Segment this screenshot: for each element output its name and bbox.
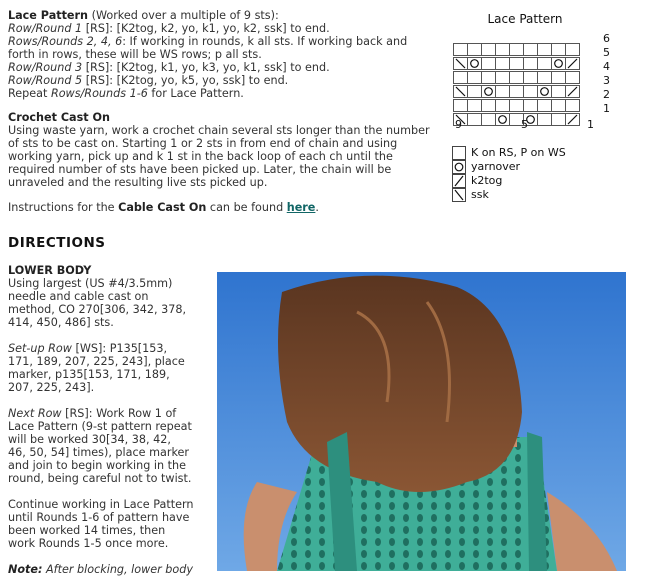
legend-label: yarnover [471,160,521,173]
crochet-line: working yarn, pick up and k 1 st in the back loop of each ch until the [8,150,393,163]
chart-cell-k [537,71,552,84]
repeat-b: for Lace Pattern. [147,87,244,100]
cable-cast-on-label: Cable Cast On [118,201,207,214]
chart-cell-k [537,43,552,56]
row5-text: [RS]: [K2tog, yo, k5, yo, ssk] to end. [85,74,289,87]
chart-cell-k [551,71,566,84]
row-number: 4 [603,60,610,73]
chart-cell-k [523,71,538,84]
chart-cell-yo [537,85,552,98]
chart-cell-k [467,99,482,112]
chart-cell-k [565,99,580,112]
chart-cell-k [523,99,538,112]
chart-cell-k [537,99,552,112]
k2tog-symbol-icon [452,174,466,188]
setup-line: [WS]: P135[153, [71,342,168,355]
chart-cell-k [481,99,496,112]
p1-line: 414, 450, 486] sts. [8,316,114,329]
lace-pattern-text [8,9,407,100]
chart-cell-yo [467,57,482,70]
chart-cell-k [495,57,510,70]
p1-line: method, CO 270[306, 342, 378, [8,303,187,316]
chart-cell-k [509,57,524,70]
chart-cell-k [453,71,468,84]
legend-label: K on RS, P on WS [471,146,566,159]
setup-line: marker, p135[153, 171, 189, [8,368,170,381]
setup-line: 171, 189, 207, 225, 243], place [8,355,185,368]
next-line: round, being careful not to twist. [8,472,192,485]
chart-cell-k [509,99,524,112]
crochet-line: of sts to be cast on. Starting 1 or 2 sts in from end of chain and using [8,137,398,150]
row2-label: Rows/Rounds 2, 4, 6 [8,35,123,48]
repeat-a: Repeat [8,87,51,100]
chart-cell-k [467,43,482,56]
row2-text-a: : If working in rounds, k all sts. If working back and [122,35,408,48]
repeat-em: Rows/Rounds 1-6 [50,87,148,100]
row5-label: Row/Round 5 [8,74,83,87]
chart-cell-ssk [453,57,468,70]
chart-cell-k [467,85,482,98]
chart-cell-k [481,43,496,56]
row-number: 2 [603,88,610,101]
lace-pattern-title: Lace Pattern [8,9,89,22]
row-number: 1 [603,102,610,115]
chart-cell-k2tog [565,113,580,126]
chart-cell-k2tog [565,85,580,98]
chart-cell-k [467,113,482,126]
next-line: will be worked 30[34, 38, 42, [8,433,171,446]
chart-cell-k [537,57,552,70]
chart-cell-yo [551,57,566,70]
cable-cast-on-instructions [8,201,319,214]
chart-cell-k [481,113,496,126]
chart-cell-k [495,99,510,112]
col-number: 9 [455,118,462,131]
instr-c: can be found [206,201,287,214]
knit-symbol-icon [452,146,466,160]
col-number: 5 [521,118,528,131]
chart-cell-k [523,85,538,98]
chart-cell-k [481,71,496,84]
row2-text-b: forth in rows, these will be WS rows; p all sts. [8,48,262,61]
chart-cell-yo [495,113,510,126]
note-label: Note: [8,563,43,576]
chart-title: Lace Pattern [487,12,563,26]
ssk-symbol-icon [452,188,466,202]
note-text: After blocking, lower body [42,563,193,576]
chart-cell-k [495,71,510,84]
chart-cell-k [509,71,524,84]
chart-cell-k [467,71,482,84]
legend-label: k2tog [471,174,503,187]
here-link[interactable]: here [286,201,316,214]
continue-line: Continue working in Lace Pattern [8,498,194,511]
chart-cell-k [537,113,552,126]
chart-cell-k [481,57,496,70]
continue-line: work Rounds 1-5 once more. [8,537,169,550]
chart-cell-k [509,85,524,98]
model-photo-illustration [217,272,626,571]
chart-cell-k2tog [565,57,580,70]
col-number: 1 [587,118,594,131]
chart-cell-k [551,43,566,56]
chart-cell-k [453,99,468,112]
crochet-line: unraveled and the resulting live sts picked up. [8,176,268,189]
directions-heading: DIRECTIONS [8,235,106,251]
next-line: Lace Pattern (9-st pattern repeat [8,420,192,433]
setup-row-label: Set-up Row [8,342,72,355]
chart-cell-ssk [453,85,468,98]
chart-cell-k [565,43,580,56]
next-row-label: Next Row [8,407,62,420]
chart-cell-k [551,99,566,112]
crochet-title: Crochet Cast On [8,111,110,124]
row1-label: Row/Round 1 [8,22,83,35]
instr-a: Instructions for the [8,201,119,214]
chart-cell-k [523,43,538,56]
next-line: [RS]: Work Row 1 of [61,407,177,420]
row-number: 5 [603,46,610,59]
chart-cell-k [565,71,580,84]
row1-text: [RS]: [K2tog, k2, yo, k1, yo, k2, ssk] to end. [85,22,330,35]
continue-line: until Rounds 1-6 of pattern have [8,511,190,524]
next-line: and join to begin working in the [8,459,186,472]
chart-cell-k [551,85,566,98]
lower-body-section [8,264,193,576]
row-number: 3 [603,74,610,87]
lower-body-heading: LOWER BODY [8,264,92,277]
legend-label: ssk [471,188,489,201]
model-photo [217,272,626,571]
continue-line: been worked 14 times, then [8,524,166,537]
chart-cell-k [509,43,524,56]
p1-line: Using largest (US #4/3.5mm) [8,277,173,290]
yarnover-symbol-icon [452,160,466,174]
row3-label: Row/Round 3 [8,61,83,74]
row-number: 6 [603,32,610,45]
chart-cell-yo [481,85,496,98]
chart-cell-k [495,85,510,98]
next-line: 46, 50, 54] times), place marker [8,446,190,459]
chart-cell-k [495,43,510,56]
crochet-cast-on-section [8,111,430,189]
crochet-line: Using waste yarn, work a crochet chain several sts longer than the number [8,124,430,137]
chart-cell-k [523,57,538,70]
chart-cell-k [551,113,566,126]
setup-line: 207, 225, 243]. [8,381,95,394]
chart-cell-k [453,43,468,56]
lace-pattern-note: (Worked over a multiple of 9 sts): [91,9,279,22]
p1-line: needle and cable cast on [8,290,149,303]
row3-text: [RS]: [K2tog, k1, yo, k3, yo, k1, ssk] to end. [85,61,330,74]
crochet-line: required number of sts have been picked up. Later, the chain will be [8,163,392,176]
instr-d: . [315,201,319,214]
